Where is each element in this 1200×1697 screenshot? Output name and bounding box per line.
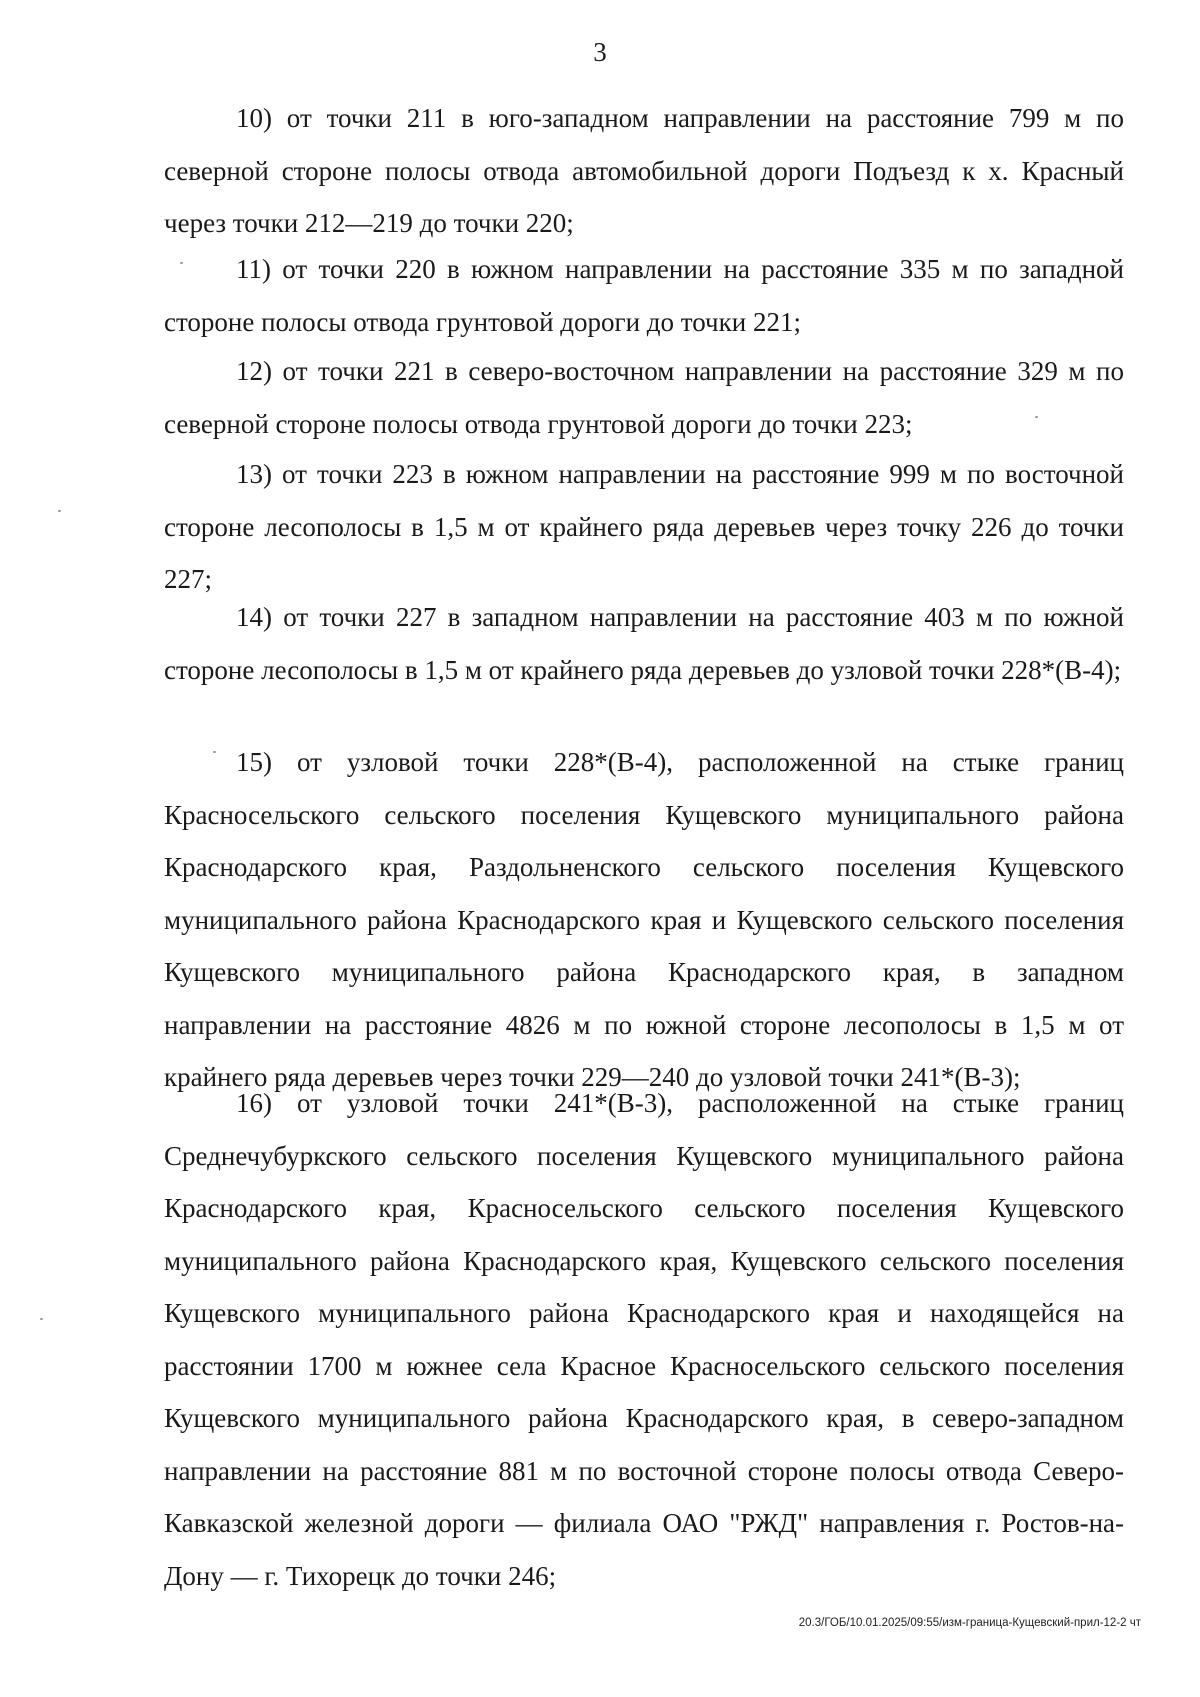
scan-speck <box>213 751 216 753</box>
paragraph-item-11: 11) от точки 220 в южном направлении на расстояние 335 м по западной стороне полосы отвода грунтовой дороги до точки 221; <box>164 254 1124 337</box>
paragraph-item-12: 12) от точки 221 в северо-восточном направлении на расстояние 329 м по северной стороне полосы отвода грунтовой дороги до точки 223; <box>164 356 1124 439</box>
scan-speck <box>180 262 183 264</box>
paragraph-item-13: 13) от точки 223 в южном направлении на расстояние 999 м по восточной стороне лесополосы в 1,5 м от крайнего ряда деревьев через точку 226 до точки 227; <box>164 459 1124 594</box>
scan-speck <box>58 510 61 512</box>
paragraph-item-14: 14) от точки 227 в западном направлении на расстояние 403 м по южной стороне лесополосы в 1,5 м от крайнего ряда деревьев до узловой точки 228*(В-4); <box>164 602 1124 685</box>
scan-speck <box>1035 416 1038 418</box>
document-footer-code: 20.3/ГОБ/10.01.2025/09:55/изм-граница-Кущевский-прил-12-2 чт <box>798 1617 1141 1629</box>
scan-speck <box>40 1318 43 1320</box>
page-number: 3 <box>593 37 607 67</box>
paragraph-item-16: 16) от узловой точки 241*(В-3), расположенной на стыке границ Среднечубуркского сельского поселения Кущевского муниципального района Краснодарского края, Красносельского сельского поселения Кущевского муниципального района Краснодарского края, Кущевского сельского поселения Кущевского муниципального района Краснодарского края и находящейся на расстоянии 1700 м южнее села Красное Красносельского сельского поселения Кущевского муниципального района Краснодарского края, в северо-западном направлении на расстояние 881 м по восточной стороне полосы отвода Северо-Кавказской железной дороги — филиала ОАО "РЖД" направления г. Ростов-на-Дону — г. Тихорецк до точки 246; <box>164 1088 1124 1591</box>
paragraph-item-10: 10) от точки 211 в юго-западном направлении на расстояние 799 м по северной стороне полосы отвода автомобильной дороги Подъезд к х. Красный через точки 212—219 до точки 220; <box>164 103 1124 238</box>
paragraph-item-15: 15) от узловой точки 228*(В-4), расположенной на стыке границ Красносельского сельского поселения Кущевского муниципального района Краснодарского края, Раздольненского сельского поселения Кущевского муниципального района Краснодарского края и Кущевского сельского поселения Кущевского муниципального района Краснодарского края, в западном направлении на расстояние 4826 м по южной стороне лесополосы в 1,5 м от крайнего ряда деревьев через точки 229—240 до узловой точки 241*(В-3); <box>164 747 1124 1092</box>
